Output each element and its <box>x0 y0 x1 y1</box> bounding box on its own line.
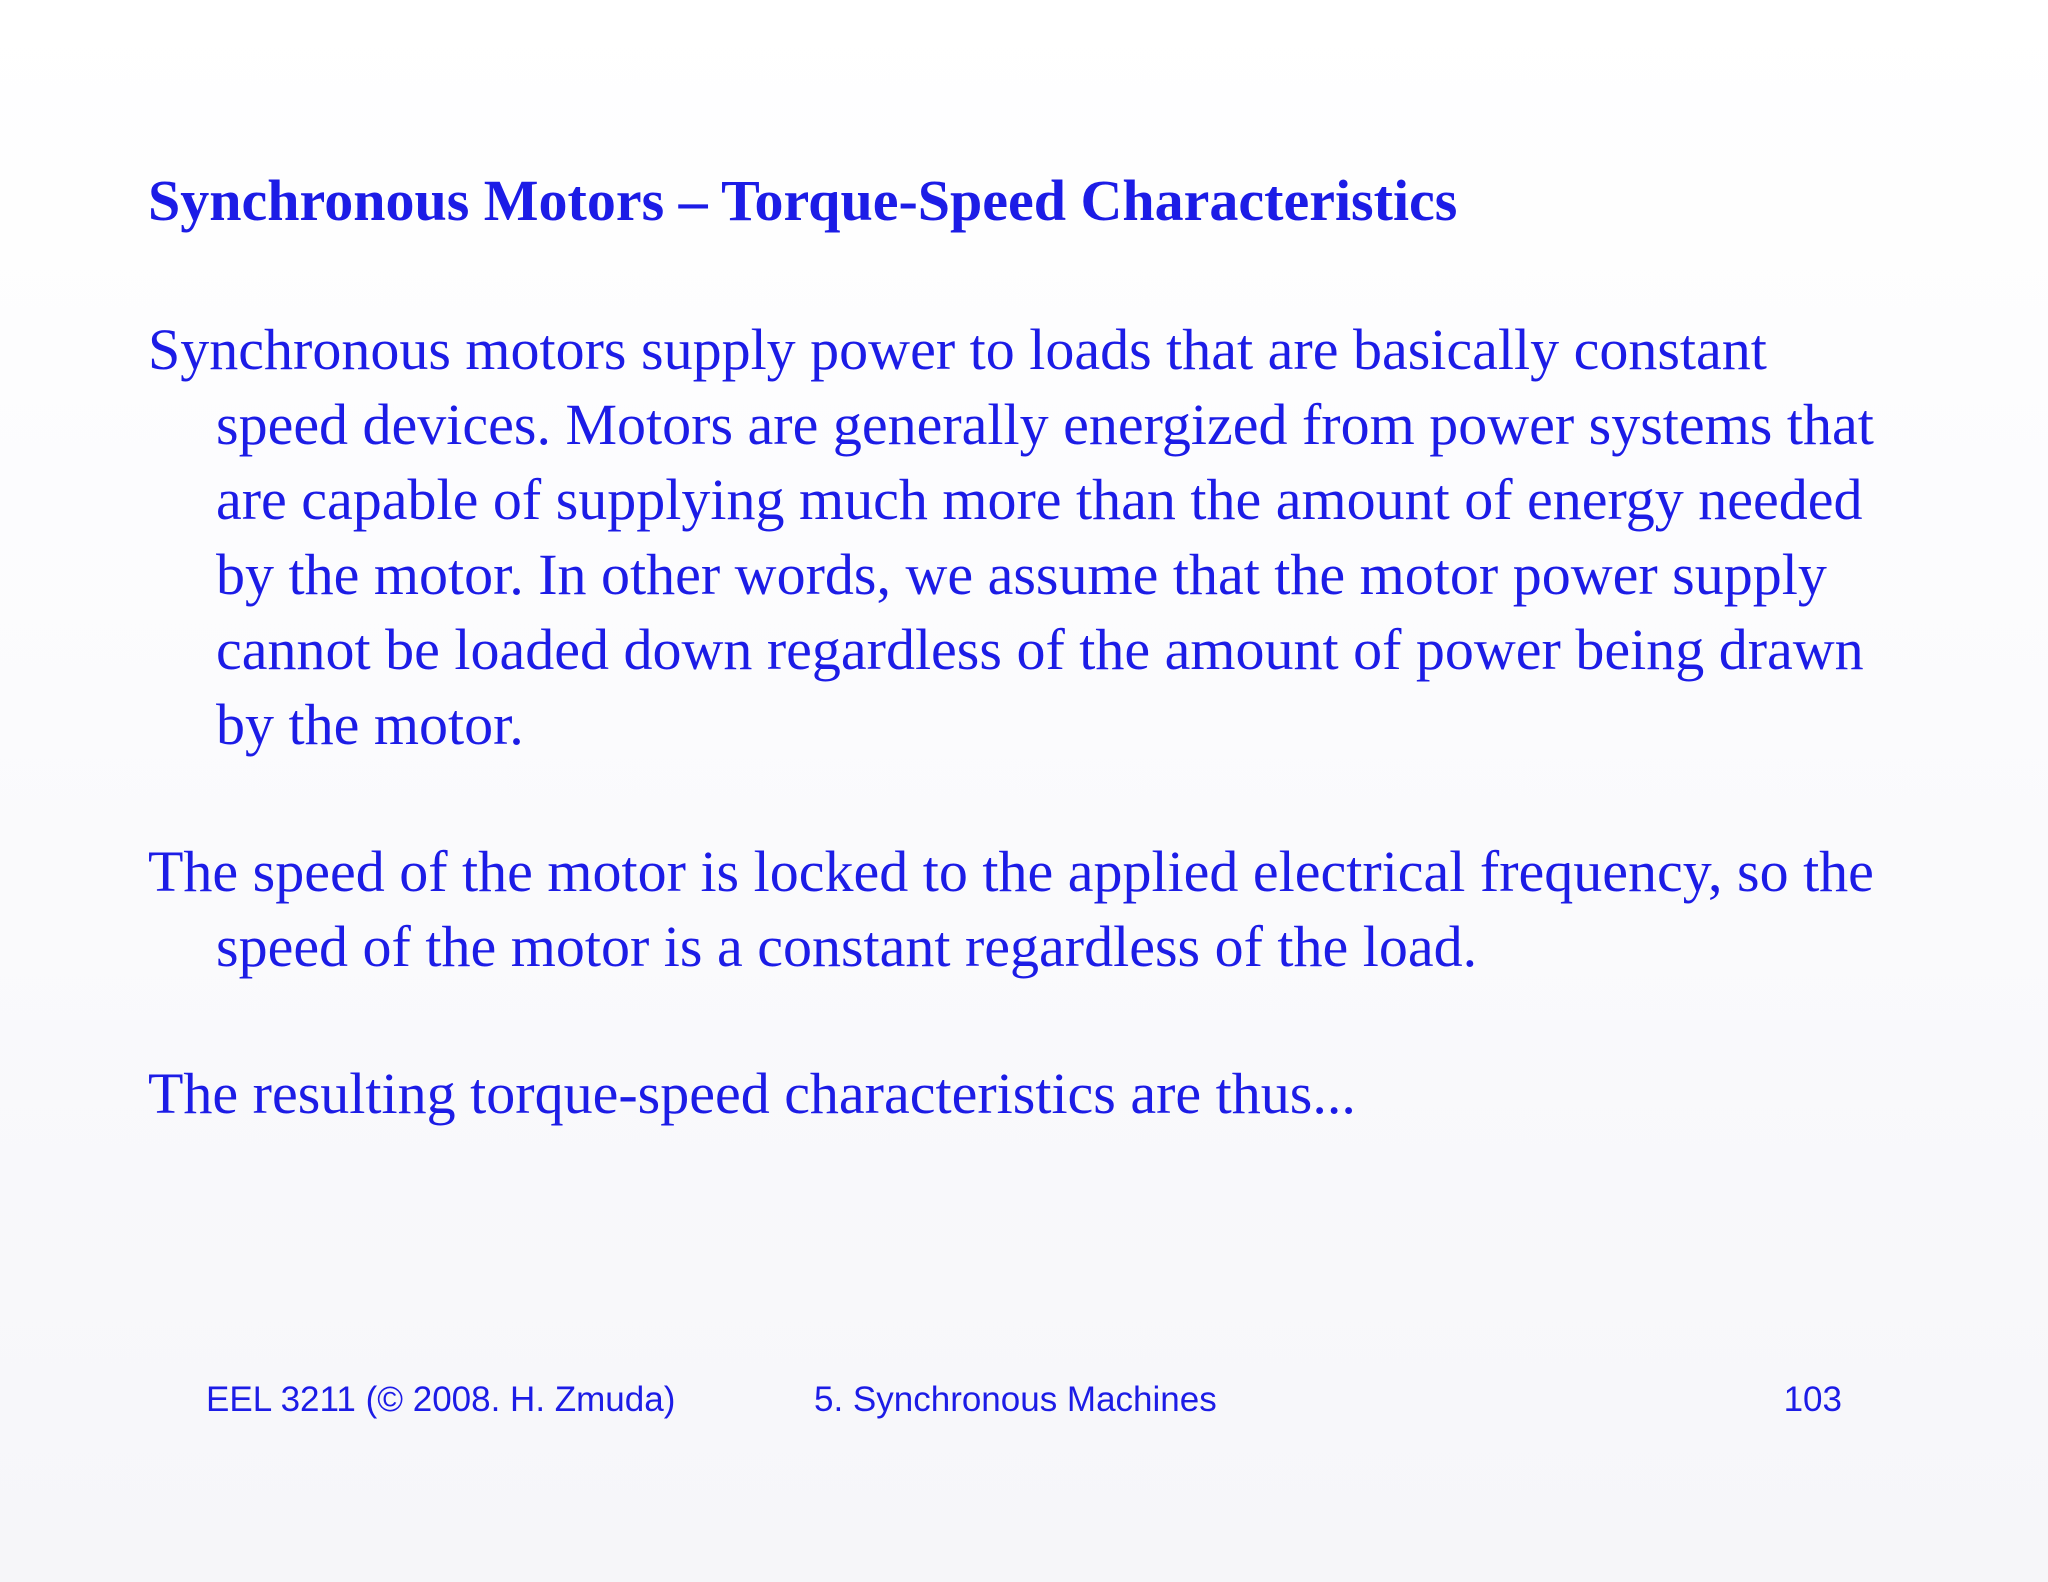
footer-page-number: 103 <box>1783 1380 1842 1419</box>
slide-title-bold: Synchronous Motors <box>148 168 665 233</box>
paragraph-2: The speed of the motor is locked to the applied electrical frequency, so the speed of the motor is a constant regardless of the load. <box>148 839 1874 979</box>
footer-course-info: EEL 3211 (© 2008. H. Zmuda) <box>206 1380 676 1419</box>
slide-content <box>148 162 1908 1131</box>
footer-chapter-title: 5. Synchronous Machines <box>814 1380 1217 1419</box>
paragraph-3: The resulting torque-speed characteristics are thus... <box>148 1061 1356 1126</box>
paragraph-1: Synchronous motors supply power to loads that are basically constant speed devices. Motors are generally energized from power systems that are capable of supplying much more than the amount of energy needed by the motor. In other words, we assume that the motor power supply cannot be loaded down regardless of the amount of power being drawn by the motor. <box>148 317 1874 757</box>
slide-title-rest: – Torque-Speed Characteristics <box>664 168 1458 233</box>
slide-title <box>148 162 1908 240</box>
